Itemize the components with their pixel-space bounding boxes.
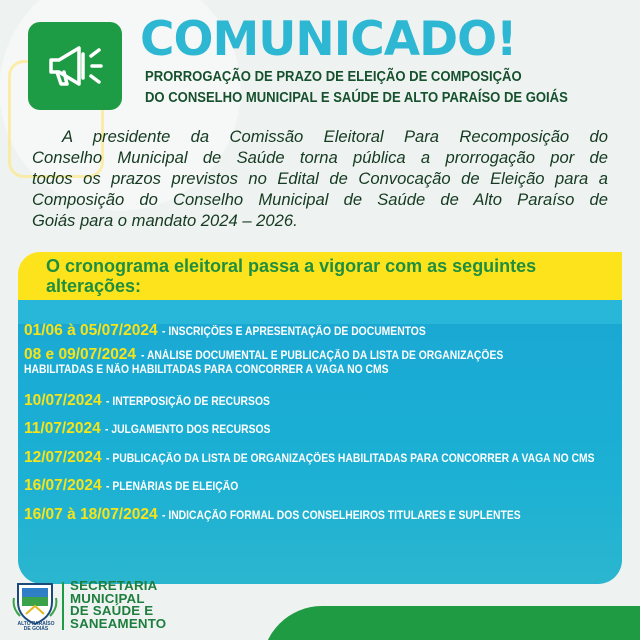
paragraph-line: Composição do Conselho Municipal de Saúde de Alto Paraíso de	[32, 190, 608, 209]
paragraph-line: A presidente da Comissão Eleitoral Para Recomposição do	[62, 127, 608, 146]
footer-divider	[62, 582, 64, 630]
paragraph-line: Goiás para o mandato 2024 – 2026.	[32, 211, 298, 230]
secretariat-line: SECRETARIA	[70, 578, 158, 593]
paragraph-line: Conselho Municipal de Saúde torna pública a prorrogação por de	[32, 148, 608, 167]
schedule-item	[24, 392, 288, 410]
schedule-item	[24, 322, 455, 340]
schedule-date: 10/07/2024	[24, 392, 102, 409]
subtitle-line: DO CONSELHO MUNICIPAL E SAÚDE DE ALTO PARAÍSO DE GOIÁS	[145, 89, 568, 106]
announcement-paragraph	[32, 126, 608, 231]
schedule-desc: - ANÁLISE DOCUMENTAL E PUBLICAÇÃO DA LISTA DE ORGANIZAÇÕES	[140, 350, 503, 362]
footer-decoration	[262, 606, 640, 640]
schedule-desc: - JULGAMENTO DOS RECURSOS	[105, 424, 271, 436]
schedule-desc-cont: HABILITADAS E NÃO HABILITADAS PARA CONCORRER A VAGA NO CMS	[24, 364, 389, 376]
schedule-date: 16/07/2024	[24, 477, 102, 494]
schedule-item	[24, 477, 253, 495]
schedule-desc: - PUBLICAÇÃO DA LISTA DE ORGANIZAÇÕES HABILITADAS PARA CONCORRER A VAGA NO CMS	[106, 453, 595, 465]
crest-label	[14, 622, 58, 632]
schedule-item	[24, 420, 289, 438]
schedule-item	[24, 346, 543, 376]
crest-line: ALTO PARAÍSO	[17, 621, 55, 627]
schedule-desc: - INDICAÇÃO FORMAL DOS CONSELHEIROS TITULARES E SUPLENTES	[162, 510, 521, 522]
page-subtitle	[145, 66, 568, 108]
paragraph-line: todos os prazos previstos no Edital de Convocação de Eleição para a	[32, 169, 608, 188]
schedule-date: 11/07/2024	[24, 420, 101, 437]
banner-line: alterações:	[46, 276, 142, 296]
schedule-date: 12/07/2024	[24, 449, 102, 466]
schedule-desc: - INTERPOSIÇÃO DE RECURSOS	[106, 396, 270, 408]
crest-line: DE GOIÁS	[23, 626, 49, 632]
schedule-desc: - PLENÁRIAS DE ELEIÇÃO	[106, 481, 239, 493]
secretariat-name	[70, 580, 166, 630]
schedule-date: 08 e 09/07/2024	[24, 346, 137, 363]
secretariat-line: MUNICIPAL	[70, 590, 145, 606]
banner-line: O cronograma eleitoral passa a vigorar com as seguintes	[46, 256, 537, 276]
megaphone-icon	[43, 38, 107, 94]
schedule-item	[24, 449, 640, 467]
page-title: COMUNICADO!	[140, 12, 517, 67]
banner-text	[46, 256, 616, 296]
megaphone-badge	[28, 22, 122, 110]
subtitle-line: PRORROGAÇÃO DE PRAZO DE ELEIÇÃO DE COMPOSIÇÃO	[145, 68, 522, 85]
schedule-date: 16/07 à 18/07/2024	[24, 506, 158, 523]
schedule-item	[24, 506, 561, 524]
crest-icon	[12, 578, 58, 626]
schedule-date: 01/06 à 05/07/2024	[24, 322, 158, 339]
secretariat-line: DE SAÚDE E	[70, 603, 154, 618]
secretariat-line: SANEAMENTO	[70, 615, 167, 631]
schedule-desc: - INSCRIÇÕES E APRESENTAÇÃO DE DOCUMENTOS	[162, 326, 426, 338]
